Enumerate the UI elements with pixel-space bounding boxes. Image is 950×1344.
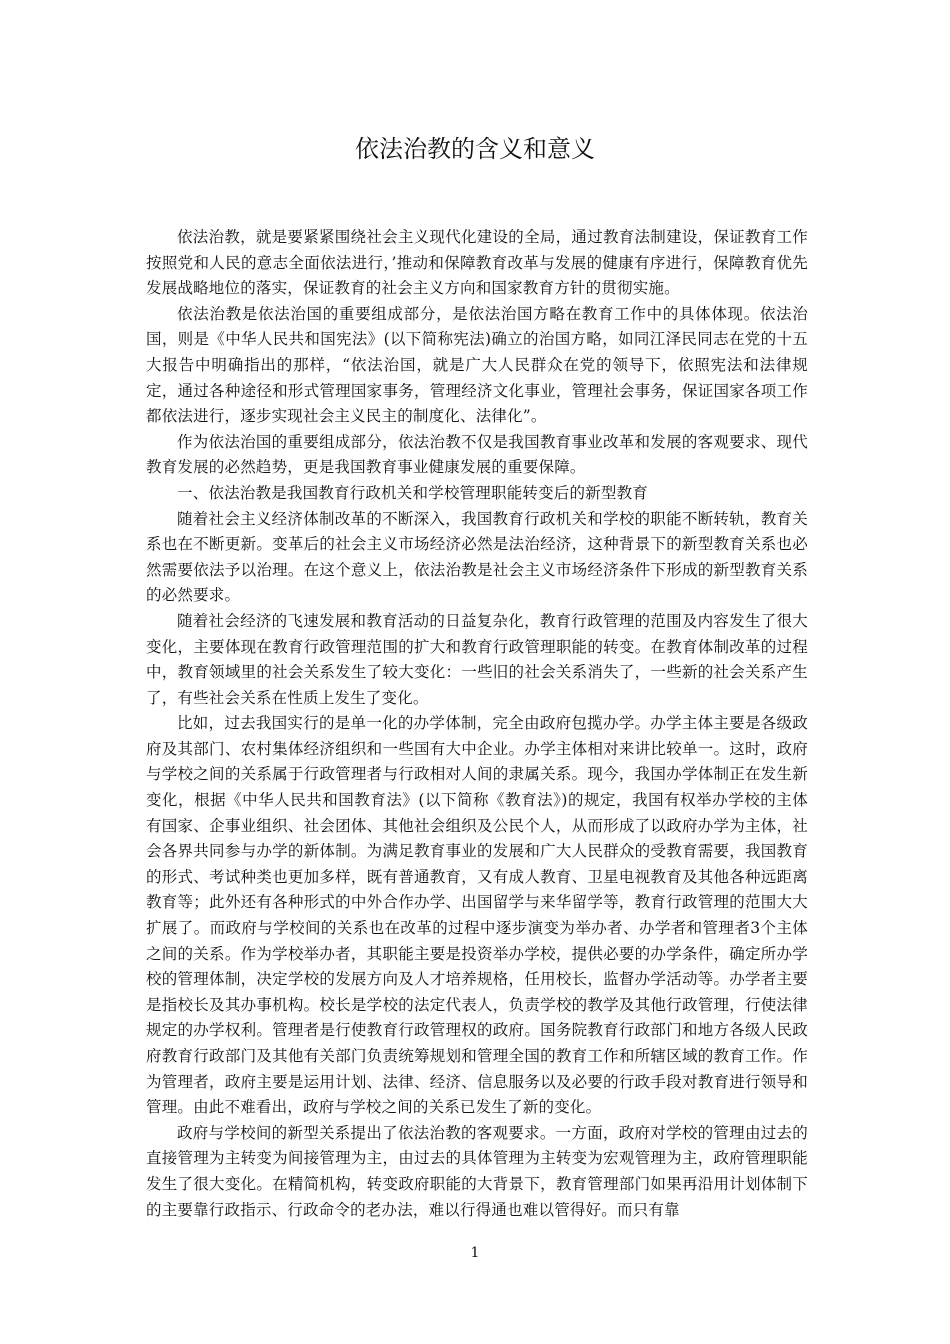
document-title: 依法治教的含义和意义	[355, 135, 595, 163]
document-body	[146, 225, 808, 1223]
paragraph: 依法治教是依法治国的重要组成部分，是依法治国方略在教育工作中的具体体现。依法治国，则是《中华人民共和国宪法》(以下简称宪法)确立的治国方略，如同江泽民同志在党的十五大报告中明确指出的那样，“依法治国，就是广大人民群众在党的领导下，依照宪法和法律规定，通过各种途径和形式管理国家事务，管理经济文化事业，管理社会事务，保证国家各项工作都依法进行，逐步实现社会主义民主的制度化、法律化”。	[146, 304, 808, 426]
section-heading: 一、依法治教是我国教育行政机关和学校管理职能转变后的新型教育	[177, 483, 649, 502]
paragraph: 依法治教，就是要紧紧围绕社会主义现代化建设的全局，通过教育法制建设，保证教育工作按照党和人民的意志全面依法进行，’推动和保障教育改革与发展的健康有序进行，保障教育优先发展战略地位的落实，保证教育的社会主义方向和国家教育方针的贯彻实施。	[146, 228, 808, 298]
paragraph: 作为依法治国的重要组成部分，依法治教不仅是我国教育事业改革和发展的客观要求、现代教育发展的必然趋势，更是我国教育事业健康发展的重要保障。	[146, 432, 808, 477]
paragraph: 政府与学校间的新型关系提出了依法治教的客观要求。一方面，政府对学校的管理由过去的直接管理为主转变为间接管理为主，由过去的具体管理为主转变为宏观管理为主，政府管理职能发生了很大变化。在精简机构，转变政府职能的大背景下，教育管理部门如果再沿用计划体制下的主要靠行政指示、行政命令的老办法，难以行得通也难以管得好。而只有靠	[146, 1123, 808, 1219]
paragraph: 随着社会经济的飞速发展和教育活动的日益复杂化，教育行政管理的范围及内容发生了很大变化，主要体现在教育行政管理范围的扩大和教育行政管理职能的转变。在教育体制改革的过程中，教育领域里的社会关系发生了较大变化：一些旧的社会关系消失了，一些新的社会关系产生了，有些社会关系在性质上发生了变化。	[146, 611, 808, 707]
page-number: 1	[470, 1245, 480, 1261]
paragraph: 随着社会主义经济体制改革的不断深入，我国教育行政机关和学校的职能不断转轨，教育关系也在不断更新。变革后的社会主义市场经济必然是法治经济，这种背景下的新型教育关系也必然需要依法予以治理。在这个意义上，依法治教是社会主义市场经济条件下形成的新型教育关系的必然要求。	[146, 509, 808, 605]
paragraph: 比如，过去我国实行的是单一化的办学体制，完全由政府包揽办学。办学主体主要是各级政府及其部门、农村集体经济组织和一些国有大中企业。办学主体相对来讲比较单一。这时，政府与学校之间的关系属于行政管理者与行政相对人间的隶属关系。现今，我国办学体制正在发生新变化，根据《中华人民共和国教育法》(以下简称《教育法》)的规定，我国有权举办学校的主体有国家、企事业组织、社会团体、其他社会组织及公民个人，从而形成了以政府办学为主体，社会各界共同参与办学的新体制。为满足教育事业的发展和广大人民群众的受教育需要，我国教育的形式、考试种类也更加多样，既有普通教育，又有成人教育、卫星电视教育及其他各种远距离教育等；此外还有各种形式的中外合作办学、出国留学与来华留学等，教育行政管理的范围大大扩展了。而政府与学校间的关系也在改革的过程中逐步演变为举办者、办学者和管理者3个主体之间的关系。作为学校举办者，其职能主要是投资举办学校，提供必要的办学条件，确定所办学校的管理体制，决定学校的发展方向及人才培养规格，任用校长，监督办学活动等。办学者主要是指校长及其办事机构。校长是学校的法定代表人，负责学校的教学及其他行政管理，行使法律规定的办学权利。管理者是行使教育行政管理权的政府。国务院教育行政部门和地方各级人民政府教育行政部门及其他有关部门负责统筹规划和管理全国的教育工作和所辖区域的教育工作。作为管理者，政府主要是运用计划、法律、经济、信息服务以及必要的行政手段对教育进行领导和管理。由此不难看出，政府与学校之间的关系已发生了新的变化。	[146, 714, 808, 1117]
